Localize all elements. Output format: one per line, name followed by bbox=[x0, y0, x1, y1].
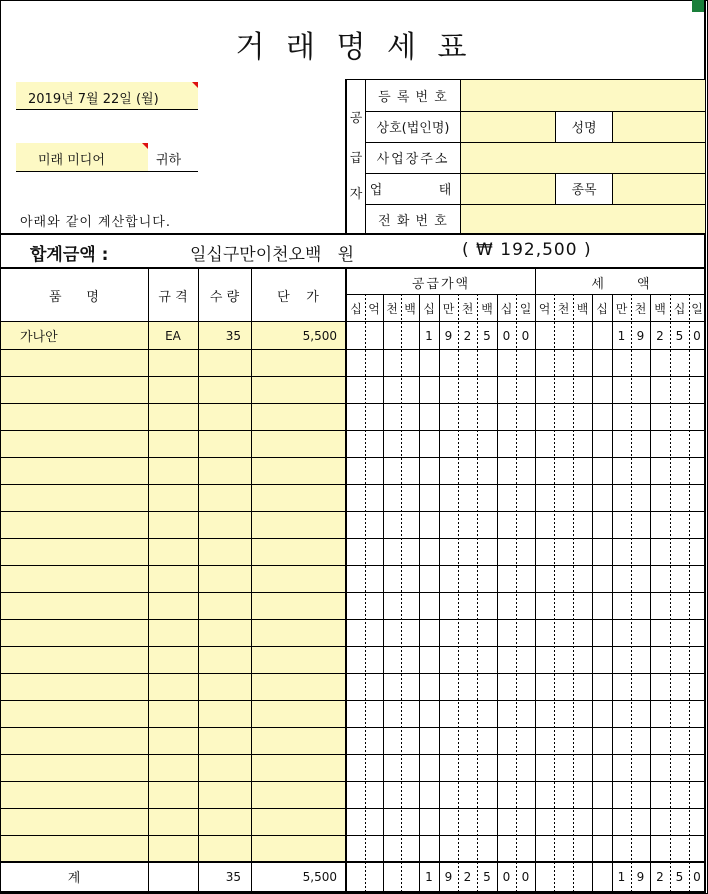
grid-line bbox=[0, 808, 706, 809]
address-label: 사업장주소 bbox=[376, 152, 450, 167]
grid-line bbox=[0, 376, 706, 377]
tax-digit-header: 십 bbox=[596, 301, 608, 316]
tax-digit-header: 억 bbox=[538, 301, 551, 316]
supply-digit-header: 십 bbox=[350, 301, 362, 316]
grid-line bbox=[0, 754, 706, 755]
footer-tax-digit: 1 bbox=[617, 869, 626, 884]
comment-marker bbox=[192, 82, 198, 88]
empty-row[interactable] bbox=[0, 592, 346, 619]
client-underline bbox=[16, 171, 198, 172]
grid-line bbox=[497, 294, 498, 892]
supply-digit-cell: 5 bbox=[483, 328, 491, 343]
supplier-name-value[interactable] bbox=[612, 111, 705, 142]
footer-supply-digit: 5 bbox=[483, 869, 491, 884]
grid-line bbox=[458, 294, 459, 892]
footer-label: 계 bbox=[67, 871, 81, 886]
header-qty: 수 량 bbox=[209, 289, 240, 305]
header-price: 단 가 bbox=[277, 289, 319, 305]
empty-row[interactable] bbox=[0, 430, 346, 457]
grid-line bbox=[0, 592, 706, 593]
supplier-business-value[interactable] bbox=[460, 173, 555, 204]
empty-row[interactable] bbox=[0, 511, 346, 538]
grid-line bbox=[0, 700, 706, 701]
supply-digit-header: 십 bbox=[423, 301, 435, 316]
tax-digit-cell bbox=[592, 322, 612, 349]
total-label: 합계금액 : bbox=[30, 245, 109, 265]
grid-line bbox=[198, 269, 199, 892]
empty-row[interactable] bbox=[0, 646, 346, 673]
grid-line bbox=[0, 321, 706, 322]
supply-digit-cell: 9 bbox=[444, 328, 453, 343]
supplier-row-line bbox=[365, 173, 705, 174]
price-cell[interactable]: 5,500 bbox=[302, 328, 337, 343]
empty-row[interactable] bbox=[0, 727, 346, 754]
empty-row[interactable] bbox=[0, 808, 346, 835]
empty-row[interactable] bbox=[0, 538, 346, 565]
supply-digit-cell: 2 bbox=[463, 328, 472, 343]
tax-digit-header: 천 bbox=[634, 301, 647, 316]
supply-digit-header: 십 bbox=[500, 301, 513, 316]
footer-tax-digit: 5 bbox=[675, 869, 684, 884]
footer-supply-digit: 9 bbox=[444, 869, 453, 884]
supply-digit-cell: 1 bbox=[425, 328, 433, 343]
empty-row[interactable] bbox=[0, 673, 346, 700]
date-field[interactable] bbox=[16, 82, 198, 110]
total-top-line bbox=[0, 233, 706, 235]
footer-supply-digit: 0 bbox=[521, 869, 530, 884]
grid-line bbox=[0, 430, 706, 431]
comment-marker bbox=[142, 143, 148, 149]
empty-row[interactable] bbox=[0, 403, 346, 430]
name-label: 성명 bbox=[571, 121, 597, 136]
footer-supply-digit bbox=[347, 862, 365, 891]
tax-digit-header: 백 bbox=[654, 301, 666, 316]
grid-line bbox=[0, 403, 706, 404]
tax-digit-cell bbox=[573, 322, 592, 349]
supply-digit-cell bbox=[401, 322, 419, 349]
grid-line bbox=[650, 294, 651, 892]
grid-line bbox=[573, 294, 574, 892]
supplier-phone-value[interactable] bbox=[460, 204, 705, 233]
grid-line bbox=[251, 269, 252, 892]
footer-supply-digit bbox=[365, 862, 383, 891]
grid-line bbox=[0, 891, 706, 893]
document-title: 거 래 명 세 표 bbox=[235, 30, 473, 65]
item-name-cell[interactable]: 가나안 bbox=[20, 330, 58, 345]
footer-tax-digit: 9 bbox=[636, 869, 645, 884]
footer-tax-digit bbox=[535, 862, 554, 891]
tax-digit-cell: 1 bbox=[617, 328, 626, 343]
supply-digit-cell bbox=[383, 322, 401, 349]
grid-line bbox=[383, 294, 384, 892]
tax-digit-header: 천 bbox=[557, 301, 570, 316]
supply-digit-header: 억 bbox=[368, 301, 380, 316]
grid-line bbox=[0, 835, 706, 836]
supply-digit-cell bbox=[365, 322, 383, 349]
tax-digit-cell: 5 bbox=[675, 328, 684, 343]
grid-line bbox=[554, 294, 555, 892]
supplier-reg-no-value[interactable] bbox=[460, 80, 705, 111]
supply-digit-cell: 0 bbox=[502, 328, 511, 343]
grid-line bbox=[148, 269, 149, 892]
footer-supply-digit: 1 bbox=[425, 869, 433, 884]
grid-line bbox=[401, 294, 402, 892]
supply-digit-header: 백 bbox=[481, 301, 493, 316]
item-label: 종목 bbox=[571, 183, 597, 198]
corner-fill bbox=[692, 0, 704, 12]
grid-line bbox=[535, 269, 536, 892]
total-numeric: ( ₩ 192,500 ) bbox=[462, 240, 592, 260]
empty-row[interactable] bbox=[0, 781, 346, 808]
grid-line bbox=[0, 457, 706, 458]
grid-line bbox=[439, 294, 440, 892]
date-text: 2019년 7월 22일 (월) bbox=[28, 92, 159, 107]
supplier-side-label-3: 자 bbox=[349, 186, 363, 202]
grid-line bbox=[0, 646, 706, 647]
footer-qty: 35 bbox=[225, 869, 241, 884]
total-korean: 일십구만이천오백 원 bbox=[190, 245, 355, 265]
business-label-1: 업 bbox=[369, 183, 383, 198]
supply-digit-header: 천 bbox=[461, 301, 474, 316]
supply-digit-header: 천 bbox=[386, 301, 398, 316]
reg-no-label: 등 록 번 호 bbox=[378, 90, 448, 105]
company-label: 상호(법인명) bbox=[376, 121, 450, 136]
footer-price: 5,500 bbox=[302, 869, 337, 884]
footer-supply-digit bbox=[383, 862, 401, 891]
grid-line bbox=[0, 619, 706, 620]
grid-line bbox=[0, 673, 706, 674]
business-label-2: 태 bbox=[438, 183, 452, 198]
footer-supply-digit bbox=[401, 862, 419, 891]
supply-digit-header: 만 bbox=[442, 301, 455, 316]
grid-line bbox=[0, 484, 706, 485]
grid-line bbox=[345, 269, 347, 892]
grid-line bbox=[0, 349, 706, 350]
supply-digit-cell bbox=[347, 322, 365, 349]
grid-line bbox=[419, 294, 420, 892]
grid-line bbox=[477, 294, 478, 892]
phone-label: 전 화 번 호 bbox=[378, 213, 448, 229]
grid-line bbox=[0, 862, 706, 863]
tax-digit-header: 일 bbox=[691, 301, 703, 316]
supplier-side-label-2: 급 bbox=[349, 150, 363, 166]
grid-line bbox=[516, 294, 517, 892]
empty-row[interactable] bbox=[0, 754, 346, 781]
empty-row[interactable] bbox=[0, 619, 346, 646]
tax-digit-cell: 0 bbox=[693, 328, 701, 343]
empty-row[interactable] bbox=[0, 484, 346, 511]
supply-digit-header: 일 bbox=[519, 301, 532, 316]
supplier-company-value[interactable] bbox=[460, 111, 555, 142]
empty-row[interactable] bbox=[0, 349, 346, 376]
tax-digit-header: 십 bbox=[673, 301, 686, 316]
tax-digit-header: 백 bbox=[576, 301, 589, 316]
tax-digit-cell: 2 bbox=[656, 328, 664, 343]
footer-supply-digit: 0 bbox=[502, 869, 511, 884]
tax-digit-cell bbox=[554, 322, 573, 349]
grid-line bbox=[631, 294, 632, 892]
spec-cell[interactable]: EA bbox=[165, 328, 181, 343]
tax-digit-cell: 9 bbox=[636, 328, 645, 343]
header-tax: 세 액 bbox=[591, 276, 650, 292]
client-suffix: 귀하 bbox=[156, 153, 182, 168]
empty-row[interactable] bbox=[0, 565, 346, 592]
client-name-field[interactable] bbox=[16, 143, 148, 171]
footer-tax-digit: 2 bbox=[656, 869, 664, 884]
grid-line bbox=[689, 294, 690, 892]
footer-tax-digit bbox=[554, 862, 573, 891]
empty-row[interactable] bbox=[0, 835, 346, 862]
tax-digit-header: 만 bbox=[615, 301, 628, 316]
supplier-mid-divider-4 bbox=[612, 173, 613, 204]
footer-tax-digit bbox=[573, 862, 592, 891]
grid-line bbox=[0, 511, 706, 512]
empty-row[interactable] bbox=[0, 700, 346, 727]
supplier-value-divider bbox=[460, 79, 461, 234]
supplier-side-label-1: 공 bbox=[349, 110, 363, 126]
header-item: 품 명 bbox=[49, 289, 99, 305]
supplier-item-value[interactable] bbox=[612, 173, 705, 204]
empty-row[interactable] bbox=[0, 376, 346, 403]
header-supply: 공급가액 bbox=[411, 276, 471, 292]
grid-line bbox=[365, 294, 366, 892]
grid-line bbox=[612, 294, 613, 892]
footer-tax-digit bbox=[592, 862, 612, 891]
tax-digit-cell bbox=[535, 322, 554, 349]
grid-line bbox=[0, 538, 706, 539]
note-text: 아래와 같이 계산합니다. bbox=[20, 215, 171, 230]
empty-row[interactable] bbox=[0, 457, 346, 484]
grid-line bbox=[0, 781, 706, 782]
supplier-address-value[interactable] bbox=[460, 142, 705, 173]
qty-cell[interactable]: 35 bbox=[225, 328, 241, 343]
footer-tax-digit: 0 bbox=[693, 869, 701, 884]
supply-digit-header: 백 bbox=[404, 301, 416, 316]
supplier-mid-divider-2 bbox=[612, 111, 613, 142]
grid-line bbox=[0, 565, 706, 566]
client-name: 미래 미디어 bbox=[38, 153, 105, 168]
grid-line bbox=[0, 727, 706, 728]
supply-digit-cell: 0 bbox=[521, 328, 530, 343]
grid-line bbox=[670, 294, 671, 892]
footer-supply-digit: 2 bbox=[463, 869, 472, 884]
grid-line bbox=[592, 294, 593, 892]
header-spec: 규 격 bbox=[158, 289, 188, 305]
